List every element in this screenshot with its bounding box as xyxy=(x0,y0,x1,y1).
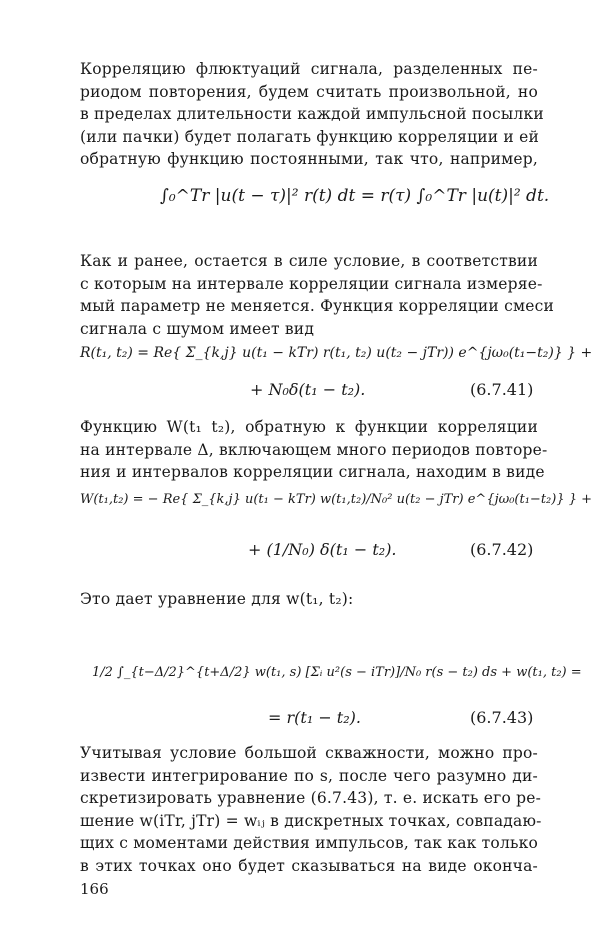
text-line: скретизировать уравнение (6.7.43), т. е. искать его ре- xyxy=(80,789,542,807)
text-line: ния и интервалов корреляции сигнала, находим в виде xyxy=(80,463,545,481)
text-line: мый параметр не меняется. Функция корреляции смеси xyxy=(80,297,555,315)
equation-6-7-43-line2: = r(t₁ − t₂). xyxy=(268,708,361,727)
text-line: шение w(iTr, jTr) = wᵢⱼ в дискретных точках, совпадаю- xyxy=(80,811,542,830)
equation-number-6-7-42: (6.7.42) xyxy=(470,540,534,559)
text-line: Корреляцию флюктуаций сигнала, разделенных пе- xyxy=(80,60,538,78)
text-line: щих с моментами действия импульсов, так как только xyxy=(80,834,539,852)
paragraph-4 xyxy=(80,588,538,611)
text-line: Как и ранее, остается в силе условие, в соответствии xyxy=(80,252,538,270)
paragraph-5 xyxy=(80,742,542,877)
text-line: с которым на интервале корреляции сигнала измеряе- xyxy=(80,274,543,293)
equation-1: ∫₀^Tr |u(t − τ)|² r(t) dt = r(τ) ∫₀^Tr |u(t)|² dt. xyxy=(160,186,550,206)
equation-6-7-41-line2: + N₀δ(t₁ − t₂). xyxy=(250,380,366,399)
equation-number-6-7-43: (6.7.43) xyxy=(470,708,534,727)
equation-number-6-7-41: (6.7.41) xyxy=(470,380,534,399)
text-line: на интервале Δ, включающем много периодов повторе- xyxy=(80,440,548,459)
text-line: риодом повторения, будем считать произвольной, но xyxy=(80,82,538,101)
text-line: извести интегрирование по s, после чего разумно ди- xyxy=(80,766,538,785)
paragraph-1 xyxy=(80,58,544,171)
text-line: Функцию W(t₁ t₂), обратную к функции корреляции xyxy=(80,418,538,436)
text-line: (или пачки) будет полагать функцию корреляции и ей xyxy=(80,127,539,146)
paragraph-2 xyxy=(80,250,555,340)
equation-6-7-42-line1: W(t₁,t₂) = − Re{ Σ_{k,j} u(t₁ − kTr) w(t₁,t₂)/N₀² u(t₂ − jTr) e^{jω₀(t₁−t₂)} } + xyxy=(80,492,593,507)
equation-6-7-41-line1: R(t₁, t₂) = Re{ Σ_{k,j} u(t₁ − kTr) r(t₁, t₂) u(t₂ − jTr)) e^{jω₀(t₁−t₂)} } + xyxy=(80,345,593,361)
equation-6-7-42-line2: + (1/N₀) δ(t₁ − t₂). xyxy=(248,540,397,559)
paragraph-3 xyxy=(80,416,548,484)
text-line: Это дает уравнение для w(t₁, t₂): xyxy=(80,590,354,608)
equation-6-7-43-line1: 1/2 ∫_{t−Δ/2}^{t+Δ/2} w(t₁, s) [Σᵢ u²(s − iTr)]/N₀ r(s − t₂) ds + w(t₁, t₂) = xyxy=(92,665,582,680)
text-line: в пределах длительности каждой импульсной посылки xyxy=(80,105,544,123)
page-number: 166 xyxy=(80,880,109,898)
text-line: обратную функцию постоянными, так что, например, xyxy=(80,150,538,168)
text-line: в этих точках оно будет сказываться на виде оконча- xyxy=(80,856,538,875)
text-line: Учитывая условие большой скважности, можно про- xyxy=(80,744,538,762)
text-line: сигнала с шумом имеет вид xyxy=(80,319,315,338)
